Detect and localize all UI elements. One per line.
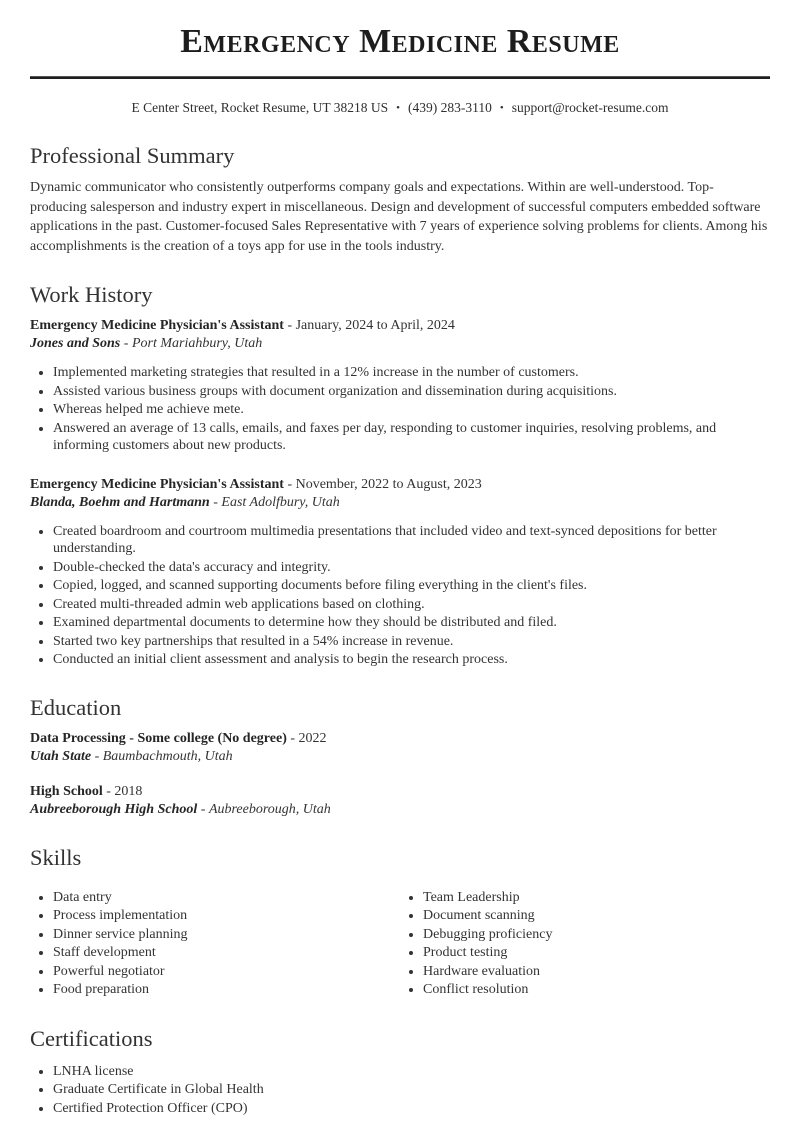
education-entry bbox=[30, 730, 770, 766]
page-title: Emergency Medicine Resume bbox=[180, 23, 620, 60]
skill-item: • Document scanning bbox=[423, 907, 770, 925]
contact-separator: • bbox=[499, 102, 504, 114]
skill-item: • Conflict resolution bbox=[423, 981, 770, 999]
job-bullet: • Whereas helped me achieve mete. bbox=[53, 401, 770, 419]
contact-email: support@rocket-resume.com bbox=[511, 100, 669, 115]
education-degree-line bbox=[30, 783, 770, 801]
section-education bbox=[30, 694, 770, 819]
education-location: Baumbachmouth, Utah bbox=[102, 748, 233, 764]
education-year: 2022 bbox=[298, 730, 327, 746]
job-bullet-list bbox=[30, 523, 770, 669]
job-entry bbox=[30, 476, 770, 669]
separator-dash: - bbox=[123, 336, 129, 351]
certification-list bbox=[30, 1063, 770, 1118]
job-dates: November, 2022 to August, 2023 bbox=[295, 476, 482, 492]
job-bullet: • Assisted various business groups with document organization and dissemination during acquisitions. bbox=[53, 383, 770, 401]
job-location: Port Mariahbury, Utah bbox=[131, 336, 263, 351]
education-degree: Data Processing - Some college (No degree) bbox=[30, 730, 287, 746]
skill-item: • Data entry bbox=[53, 889, 400, 907]
education-location: Aubreeborough, Utah bbox=[208, 801, 331, 817]
section-heading: Work History bbox=[30, 282, 153, 307]
separator-dash: - bbox=[106, 783, 111, 799]
job-bullet: • Examined departmental documents to determine how they should be distributed and filed. bbox=[53, 614, 770, 632]
separator-dash: - bbox=[94, 748, 100, 764]
section-heading: Skills bbox=[30, 844, 82, 870]
education-school: Aubreeborough High School bbox=[30, 801, 198, 817]
skill-item: • Product testing bbox=[423, 944, 770, 962]
job-company: Jones and Sons bbox=[30, 336, 121, 351]
summary-text: Dynamic communicator who consistently outperforms company goals and expectations. Within are well-understood. Top-producing salesperson and industry expert in miscellaneous. Design and development of successful computers embedded software applications in the past. Customer-focused Sales Representative with 7 years of experience solving problems for clients. Among his accomplishments is the creation of a toys app for use in the tools industry. bbox=[30, 180, 768, 254]
skill-item: • Process implementation bbox=[53, 907, 400, 925]
skills-list-left bbox=[30, 889, 400, 1000]
skill-item: • Hardware evaluation bbox=[423, 963, 770, 981]
separator-dash: - bbox=[213, 494, 218, 510]
skills-list-right bbox=[400, 889, 770, 1000]
contact-phone: (439) 283-3110 bbox=[407, 100, 492, 115]
job-dates: January, 2024 to April, 2024 bbox=[295, 318, 455, 333]
job-title-line bbox=[30, 476, 770, 494]
section-skills bbox=[30, 844, 770, 1000]
section-heading: Professional Summary bbox=[30, 143, 235, 168]
skill-item: • Team Leadership bbox=[423, 889, 770, 907]
job-bullet: • Answered an average of 13 calls, emails, and faxes per day, responding to customer inquiries, resolving problems, and informing customers about new products. bbox=[53, 420, 770, 455]
certification-item: • Graduate Certificate in Global Health bbox=[53, 1081, 770, 1099]
skill-item: • Staff development bbox=[53, 944, 400, 962]
education-degree-line bbox=[30, 730, 770, 748]
job-location: East Adolfbury, Utah bbox=[221, 494, 340, 510]
contact-separator: • bbox=[396, 102, 400, 114]
job-bullet: • Created boardroom and courtroom multimedia presentations that included video and text-synced depositions for better understanding. bbox=[53, 523, 770, 558]
job-bullet-list bbox=[30, 364, 770, 455]
job-company-line bbox=[30, 335, 770, 353]
education-school-line bbox=[30, 801, 770, 819]
skill-item: • Debugging proficiency bbox=[423, 926, 770, 944]
education-entry bbox=[30, 783, 770, 819]
job-entry bbox=[30, 317, 770, 455]
separator-dash: - bbox=[290, 730, 296, 746]
job-bullet: • Conducted an initial client assessment and analysis to begin the research process. bbox=[53, 651, 770, 669]
separator-dash: - bbox=[287, 318, 293, 333]
section-heading: Education bbox=[30, 694, 122, 720]
skills-columns bbox=[30, 880, 770, 1000]
resume-header bbox=[30, 22, 770, 117]
job-company-line bbox=[30, 494, 770, 512]
job-bullet: • Implemented marketing strategies that resulted in a 12% increase in the number of customers. bbox=[53, 364, 770, 382]
section-certifications bbox=[30, 1025, 770, 1118]
education-school-line bbox=[30, 748, 770, 766]
education-degree: High School bbox=[30, 783, 103, 799]
separator-dash: - bbox=[287, 476, 293, 492]
contact-line bbox=[30, 99, 770, 117]
job-title-line bbox=[30, 317, 770, 335]
certification-item: • Certified Protection Officer (CPO) bbox=[53, 1100, 770, 1118]
job-title: Emergency Medicine Physician's Assistant bbox=[30, 476, 284, 492]
contact-address: E Center Street, Rocket Resume, UT 38218 US bbox=[131, 100, 389, 115]
job-company: Blanda, Boehm and Hartmann bbox=[30, 494, 210, 510]
section-professional-summary bbox=[30, 142, 770, 256]
job-title: Emergency Medicine Physician's Assistant bbox=[30, 318, 284, 333]
education-school: Utah State bbox=[30, 748, 92, 764]
separator-dash: - bbox=[200, 801, 206, 817]
skill-item: • Powerful negotiator bbox=[53, 963, 400, 981]
title-divider bbox=[30, 76, 770, 79]
education-year: 2018 bbox=[114, 783, 143, 799]
skill-item: • Dinner service planning bbox=[53, 926, 400, 944]
resume-page bbox=[0, 22, 800, 1148]
certification-item: • LNHA license bbox=[53, 1063, 770, 1081]
job-bullet: • Started two key partnerships that resulted in a 54% increase in revenue. bbox=[53, 633, 770, 651]
section-work-history bbox=[30, 281, 770, 669]
job-bullet: • Copied, logged, and scanned supporting documents before filing everything in the client's files. bbox=[53, 577, 770, 595]
job-bullet: • Created multi-threaded admin web applications based on clothing. bbox=[53, 596, 770, 614]
section-heading: Certifications bbox=[30, 1025, 153, 1051]
job-bullet: • Double-checked the data's accuracy and integrity. bbox=[53, 559, 770, 577]
skill-item: • Food preparation bbox=[53, 981, 400, 999]
